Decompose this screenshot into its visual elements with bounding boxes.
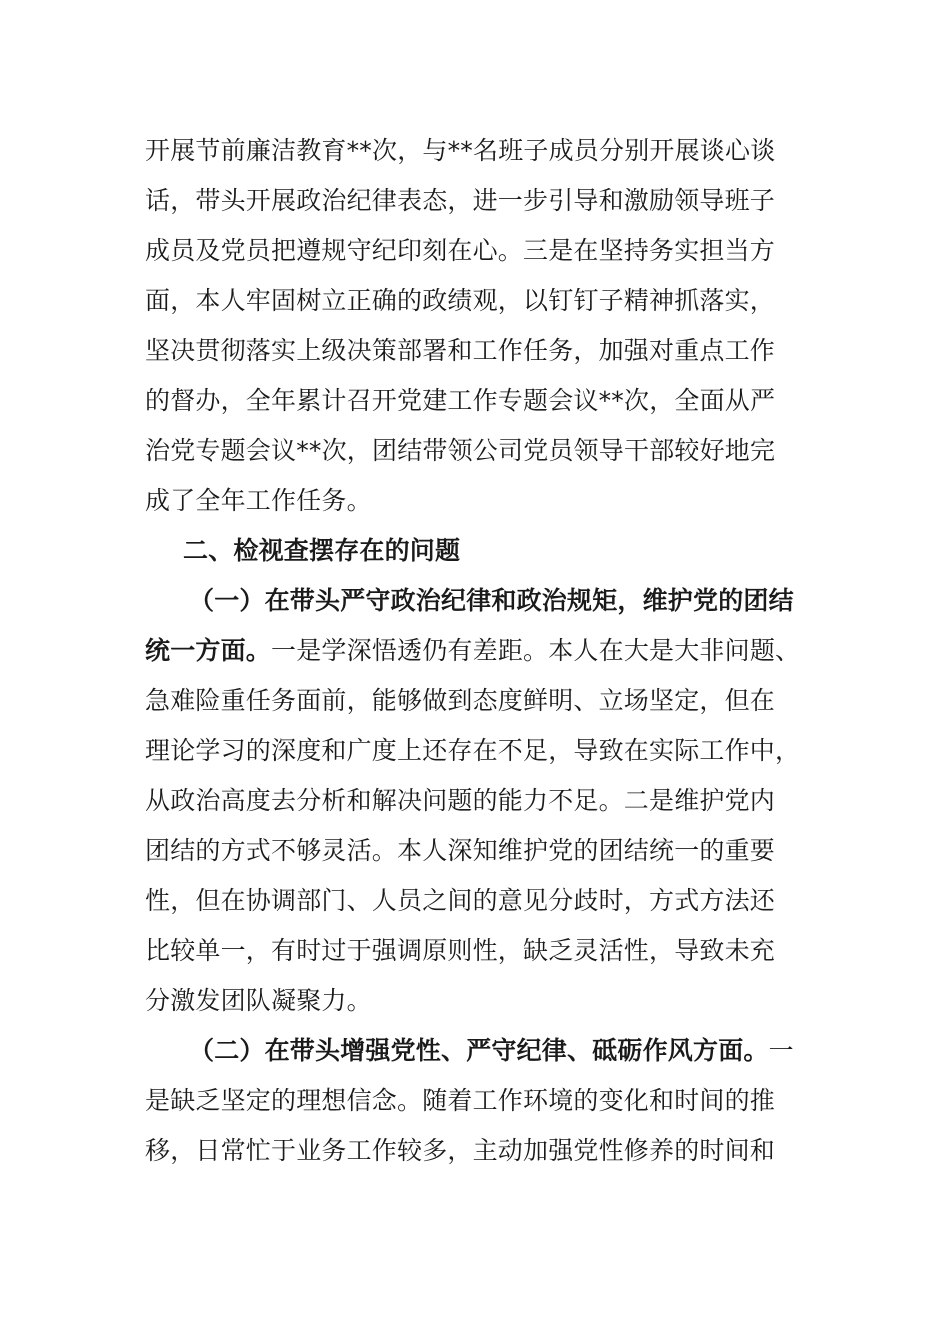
subsection-2 bbox=[145, 1026, 805, 1176]
text-line: 移，日常忙于业务工作较多，主动加强党性修养的时间和 bbox=[145, 1136, 776, 1165]
text-line: 急难险重任务面前，能够做到态度鲜明、立场坚定，但在 bbox=[145, 686, 776, 715]
subsection-1 bbox=[145, 576, 805, 1026]
text-line: 成员及党员把遵规守纪印刻在心。三是在坚持务实担当方 bbox=[145, 236, 776, 265]
text-run: 一 bbox=[768, 1036, 794, 1065]
text-line: 分激发团队凝聚力。 bbox=[145, 986, 372, 1015]
text-line: 比较单一，有时过于强调原则性，缺乏灵活性，导致未充 bbox=[145, 936, 776, 965]
text-line: 从政治高度去分析和解决问题的能力不足。二是维护党内 bbox=[145, 786, 776, 815]
subsection-title-end: 统一方面。 bbox=[145, 636, 272, 665]
text-run: 一是学深悟透仍有差距。本人在大是大非问题、 bbox=[271, 636, 801, 665]
subsection-title: （二）在带头增强党性、严守纪律、砥砺作风方面。 bbox=[189, 1036, 769, 1065]
text-line: 理论学习的深度和广度上还存在不足，导致在实际工作中， bbox=[145, 736, 801, 765]
text-line: 的督办，全年累计召开党建工作专题会议**次，全面从严 bbox=[145, 386, 776, 415]
section-heading: 二、检视查摆存在的问题 bbox=[183, 536, 461, 565]
document-page bbox=[145, 126, 805, 1176]
text-line: 团结的方式不够灵活。本人深知维护党的团结统一的重要 bbox=[145, 836, 776, 865]
text-line: 开展节前廉洁教育**次，与**名班子成员分别开展谈心谈 bbox=[145, 136, 776, 165]
text-line: 话，带头开展政治纪律表态，进一步引导和激励领导班子 bbox=[145, 186, 776, 215]
paragraph-continuation bbox=[145, 126, 805, 526]
text-line: 治党专题会议**次，团结带领公司党员领导干部较好地完 bbox=[145, 436, 776, 465]
subsection-title: （一）在带头严守政治纪律和政治规矩，维护党的团结 bbox=[189, 586, 794, 615]
text-line: 性，但在协调部门、人员之间的意见分歧时，方式方法还 bbox=[145, 886, 776, 915]
text-line bbox=[145, 626, 805, 676]
text-line: 成了全年工作任务。 bbox=[145, 486, 372, 515]
text-line: 是缺乏坚定的理想信念。随着工作环境的变化和时间的推 bbox=[145, 1086, 776, 1115]
text-line: 坚决贯彻落实上级决策部署和工作任务，加强对重点工作 bbox=[145, 336, 776, 365]
text-line bbox=[145, 1026, 805, 1076]
text-line: 面，本人牢固树立正确的政绩观，以钉钉子精神抓落实， bbox=[145, 286, 776, 315]
